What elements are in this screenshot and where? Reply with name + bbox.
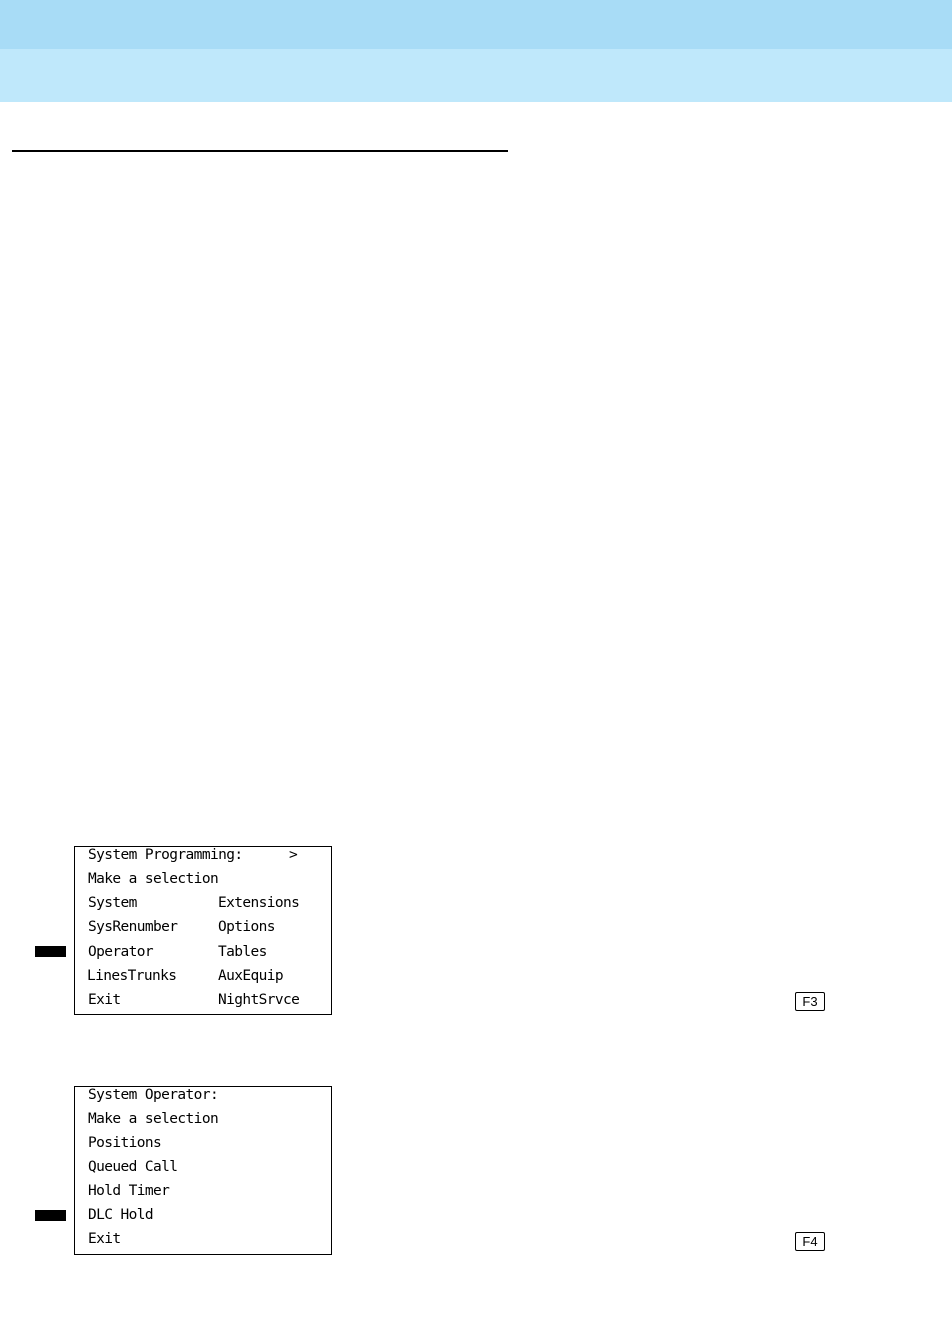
menu-option-queued-call[interactable]: Queued Call xyxy=(88,1159,178,1175)
menu-option-nightsrvce[interactable]: NightSrvce xyxy=(218,992,300,1008)
screen-line: Make a selection xyxy=(88,871,219,887)
more-arrow[interactable]: > xyxy=(289,847,298,863)
menu-option-sysrenumber[interactable]: SysRenumber xyxy=(88,919,178,935)
selection-marker xyxy=(35,946,66,957)
menu-option-hold-timer[interactable]: Hold Timer xyxy=(88,1183,170,1199)
screen-line: System Programming: xyxy=(88,847,243,863)
selection-marker xyxy=(35,1210,66,1221)
header-band-bottom xyxy=(0,49,952,102)
menu-option-linestrunks[interactable]: LinesTrunks xyxy=(87,968,177,984)
menu-option-system[interactable]: System xyxy=(88,895,137,911)
screen-line: Make a selection xyxy=(88,1111,219,1127)
menu-option-tables[interactable]: Tables xyxy=(218,944,267,960)
display-screen-system-programming xyxy=(74,846,332,1015)
menu-option-options[interactable]: Options xyxy=(218,919,275,935)
menu-option-extensions[interactable]: Extensions xyxy=(218,895,300,911)
section-rule xyxy=(12,150,508,152)
menu-option-positions[interactable]: Positions xyxy=(88,1135,162,1151)
menu-option-dlc-hold[interactable]: DLC Hold xyxy=(88,1207,154,1223)
menu-option-exit[interactable]: Exit xyxy=(88,992,121,1008)
menu-option-operator[interactable]: Operator xyxy=(88,944,154,960)
menu-option-auxequip[interactable]: AuxEquip xyxy=(218,968,284,984)
menu-option-exit[interactable]: Exit xyxy=(88,1231,121,1247)
f4-key[interactable]: F4 xyxy=(795,1232,825,1251)
display-screen-system-operator xyxy=(74,1086,332,1255)
screen-line: System Operator: xyxy=(88,1087,219,1103)
f3-key[interactable]: F3 xyxy=(795,992,825,1011)
header-band-top xyxy=(0,0,952,49)
